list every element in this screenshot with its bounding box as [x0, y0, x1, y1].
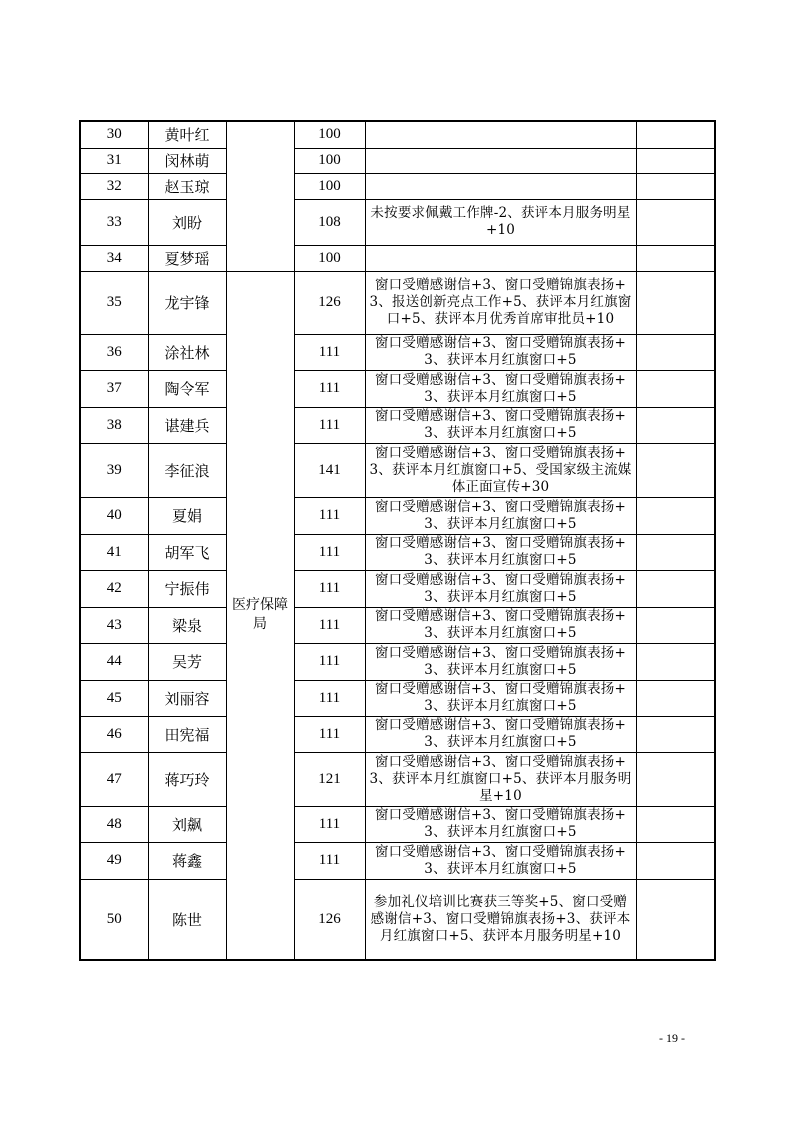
note-cell: 窗口受赠感谢信+3、窗口受赠锦旗表扬+3、获评本月红旗窗口+5 — [365, 407, 636, 443]
person-name: 谌建兵 — [148, 407, 226, 443]
extra-cell — [636, 752, 715, 806]
row-number: 49 — [80, 842, 148, 879]
person-name: 陈世 — [148, 879, 226, 960]
note-cell: 窗口受赠感谢信+3、窗口受赠锦旗表扬+3、获评本月红旗窗口+5 — [365, 370, 636, 407]
row-number: 35 — [80, 271, 148, 334]
score-cell: 111 — [294, 680, 365, 716]
score-cell: 100 — [294, 148, 365, 173]
extra-cell — [636, 680, 715, 716]
table-row — [80, 443, 715, 497]
note-cell: 窗口受赠感谢信+3、窗口受赠锦旗表扬+3、获评本月红旗窗口+5、获评本月服务明星+10 — [365, 752, 636, 806]
extra-cell — [636, 570, 715, 607]
score-table — [79, 120, 716, 961]
row-number: 45 — [80, 680, 148, 716]
row-number: 48 — [80, 806, 148, 842]
extra-cell — [636, 879, 715, 960]
row-number: 39 — [80, 443, 148, 497]
table-row — [80, 607, 715, 643]
person-name: 刘盼 — [148, 199, 226, 245]
person-name: 龙宇锋 — [148, 271, 226, 334]
score-cell: 141 — [294, 443, 365, 497]
extra-cell — [636, 716, 715, 752]
score-cell: 111 — [294, 570, 365, 607]
score-cell: 111 — [294, 806, 365, 842]
person-name: 李征浪 — [148, 443, 226, 497]
note-cell: 窗口受赠感谢信+3、窗口受赠锦旗表扬+3、获评本月红旗窗口+5 — [365, 680, 636, 716]
person-name: 吴芳 — [148, 643, 226, 680]
extra-cell — [636, 173, 715, 199]
table-row — [80, 121, 715, 148]
row-number: 43 — [80, 607, 148, 643]
person-name: 闵林萌 — [148, 148, 226, 173]
person-name: 刘丽容 — [148, 680, 226, 716]
person-name: 蒋鑫 — [148, 842, 226, 879]
note-cell: 窗口受赠感谢信+3、窗口受赠锦旗表扬+3、获评本月红旗窗口+5 — [365, 643, 636, 680]
person-name: 宁振伟 — [148, 570, 226, 607]
note-cell — [365, 173, 636, 199]
person-name: 梁泉 — [148, 607, 226, 643]
table-row — [80, 370, 715, 407]
table-row — [80, 534, 715, 570]
table-row — [80, 148, 715, 173]
score-table-body — [80, 121, 715, 960]
table-row — [80, 842, 715, 879]
department-cell: 医疗保障局 — [226, 271, 294, 960]
note-cell — [365, 245, 636, 271]
table-row — [80, 407, 715, 443]
extra-cell — [636, 643, 715, 680]
score-cell: 100 — [294, 173, 365, 199]
note-cell: 窗口受赠感谢信+3、窗口受赠锦旗表扬+3、获评本月红旗窗口+5 — [365, 534, 636, 570]
table-row — [80, 570, 715, 607]
person-name: 赵玉琼 — [148, 173, 226, 199]
department-cell — [226, 121, 294, 271]
row-number: 41 — [80, 534, 148, 570]
extra-cell — [636, 534, 715, 570]
note-cell — [365, 121, 636, 148]
score-cell: 111 — [294, 607, 365, 643]
score-cell: 126 — [294, 271, 365, 334]
row-number: 37 — [80, 370, 148, 407]
row-number: 44 — [80, 643, 148, 680]
extra-cell — [636, 245, 715, 271]
note-cell: 参加礼仪培训比赛获三等奖+5、窗口受赠感谢信+3、窗口受赠锦旗表扬+3、获评本月红旗窗口+5、获评本月服务明星+10 — [365, 879, 636, 960]
extra-cell — [636, 443, 715, 497]
table-row — [80, 879, 715, 960]
note-cell: 窗口受赠感谢信+3、窗口受赠锦旗表扬+3、获评本月红旗窗口+5、受国家级主流媒体正面宣传+30 — [365, 443, 636, 497]
score-cell: 121 — [294, 752, 365, 806]
score-cell: 111 — [294, 716, 365, 752]
note-cell: 未按要求佩戴工作牌-2、获评本月服务明星+10 — [365, 199, 636, 245]
score-cell: 111 — [294, 497, 365, 534]
note-cell: 窗口受赠感谢信+3、窗口受赠锦旗表扬+3、获评本月红旗窗口+5 — [365, 806, 636, 842]
note-cell: 窗口受赠感谢信+3、窗口受赠锦旗表扬+3、报送创新亮点工作+5、获评本月红旗窗口+5、获评本月优秀首席审批员+10 — [365, 271, 636, 334]
row-number: 34 — [80, 245, 148, 271]
score-cell: 111 — [294, 334, 365, 370]
note-cell: 窗口受赠感谢信+3、窗口受赠锦旗表扬+3、获评本月红旗窗口+5 — [365, 334, 636, 370]
row-number: 42 — [80, 570, 148, 607]
row-number: 33 — [80, 199, 148, 245]
row-number: 40 — [80, 497, 148, 534]
extra-cell — [636, 334, 715, 370]
extra-cell — [636, 199, 715, 245]
score-cell: 111 — [294, 407, 365, 443]
person-name: 蒋巧玲 — [148, 752, 226, 806]
table-row — [80, 199, 715, 245]
row-number: 30 — [80, 121, 148, 148]
table-row — [80, 680, 715, 716]
note-cell — [365, 148, 636, 173]
table-row — [80, 752, 715, 806]
row-number: 38 — [80, 407, 148, 443]
person-name: 夏梦瑶 — [148, 245, 226, 271]
table-row — [80, 643, 715, 680]
note-cell: 窗口受赠感谢信+3、窗口受赠锦旗表扬+3、获评本月红旗窗口+5 — [365, 497, 636, 534]
score-cell: 126 — [294, 879, 365, 960]
extra-cell — [636, 497, 715, 534]
score-cell: 108 — [294, 199, 365, 245]
score-cell: 111 — [294, 370, 365, 407]
table-row — [80, 806, 715, 842]
note-cell: 窗口受赠感谢信+3、窗口受赠锦旗表扬+3、获评本月红旗窗口+5 — [365, 570, 636, 607]
row-number: 32 — [80, 173, 148, 199]
extra-cell — [636, 121, 715, 148]
row-number: 46 — [80, 716, 148, 752]
score-cell: 100 — [294, 245, 365, 271]
person-name: 涂社林 — [148, 334, 226, 370]
table-row — [80, 245, 715, 271]
extra-cell — [636, 806, 715, 842]
person-name: 刘飙 — [148, 806, 226, 842]
table-row — [80, 173, 715, 199]
person-name: 陶令军 — [148, 370, 226, 407]
score-cell: 111 — [294, 842, 365, 879]
page-number: - 19 - — [659, 1031, 685, 1045]
row-number: 47 — [80, 752, 148, 806]
extra-cell — [636, 370, 715, 407]
person-name: 黄叶红 — [148, 121, 226, 148]
score-cell: 111 — [294, 534, 365, 570]
table-row — [80, 716, 715, 752]
extra-cell — [636, 148, 715, 173]
score-cell: 100 — [294, 121, 365, 148]
table-row — [80, 271, 715, 334]
extra-cell — [636, 271, 715, 334]
note-cell: 窗口受赠感谢信+3、窗口受赠锦旗表扬+3、获评本月红旗窗口+5 — [365, 607, 636, 643]
extra-cell — [636, 607, 715, 643]
person-name: 夏娟 — [148, 497, 226, 534]
note-cell: 窗口受赠感谢信+3、窗口受赠锦旗表扬+3、获评本月红旗窗口+5 — [365, 716, 636, 752]
person-name: 胡军飞 — [148, 534, 226, 570]
row-number: 36 — [80, 334, 148, 370]
row-number: 31 — [80, 148, 148, 173]
note-cell: 窗口受赠感谢信+3、窗口受赠锦旗表扬+3、获评本月红旗窗口+5 — [365, 842, 636, 879]
person-name: 田宪福 — [148, 716, 226, 752]
score-cell: 111 — [294, 643, 365, 680]
row-number: 50 — [80, 879, 148, 960]
table-row — [80, 334, 715, 370]
extra-cell — [636, 842, 715, 879]
table-row — [80, 497, 715, 534]
extra-cell — [636, 407, 715, 443]
